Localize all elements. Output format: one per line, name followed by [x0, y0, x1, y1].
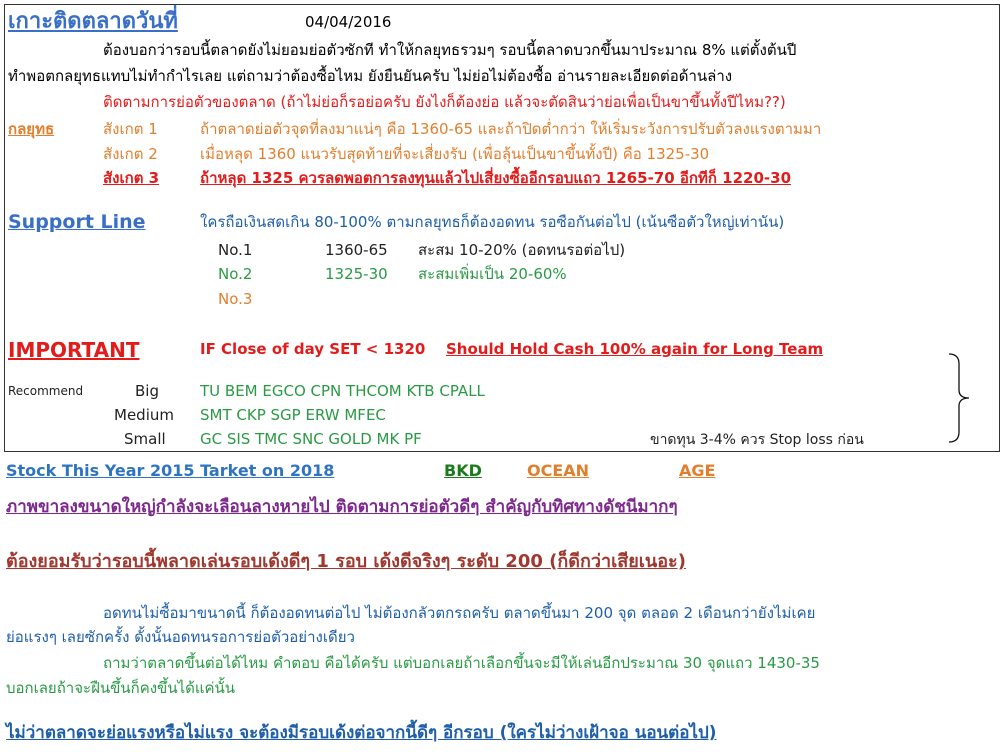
follow-note: ติดตามการย่อตัวของตลาด (ถ้าไม่ย่อก็รอย่อครับ ยังไงก็ต้องย่อ แล้วจะตัดสินว่าย่อเพื่อเป็นขาขึ้นทั้งปีไหม??)	[103, 93, 786, 111]
recommend-size-big: Big	[135, 382, 159, 400]
support-no-2: No.2	[218, 265, 253, 283]
paragraph-2-line-1: ถามว่าตลาดขึ้นต่อได้ไหม คำตอบ คือได้ครับ แต่บอกเลยถ้าเลือกขึ้นจะมีให้เล่นอีกประมาณ 30 จุดแถว 1430-35	[103, 654, 820, 672]
support-action-2: สะสมเพิ่มเป็น 20-60%	[418, 265, 567, 283]
support-note: ใครถือเงินสดเกิน 80-100% ตามกลยุทธก็ต้องอดทน รอซือกันต่อไป (เน้นซือตัวใหญ่เท่านัน)	[200, 213, 785, 231]
intro-line-1: ต้องบอกว่ารอบนี้ตลาดยังไม่ยอมย่อตัวซักที ทำให้กลยุทธรวมๆ รอบนี้ตลาดบวกขึ้นมาประมาณ 8% แต่ตั้งต้นปี	[103, 41, 797, 59]
strategy-text-3: ถ้าหลุด 1325 ควรลดพอตการลงทุนแล้วไปเสี่ยงซื้ออีกรอบแถว 1265-70 อีกทีก็ 1220-30	[200, 169, 792, 187]
stock-year-label: Stock This Year 2015 Tarket on 2018	[6, 461, 335, 480]
footer-note: ไม่ว่าตลาดจะย่อแรงหรือไม่แรง จะต้องมีรอบเด้งต่อจากนี้ดีๆ อีกรอบ (ใครไม่ว่างเฝ้าจอ นอนต่อไป)	[6, 723, 717, 743]
paragraph-1-line-1: อดทนไม่ซื้อมาขนาดนี้ ก็ต้องอดทนต่อไป ไม่ต้องกลัวตกรถครับ ตลาดขึ้นมา 200 จุด ตลอด 2 เดือนกว่ายังไม่เคย	[103, 604, 816, 622]
strategy-text-1: ถ้าตลาดย่อตัวจุดที่ลงมาแน่ๆ คือ 1360-65 และถ้าปิดต่ำกว่า ให้เริ่มระวังการปรับตัวลงแรงตามมา	[200, 120, 822, 138]
recommend-label: Recommend	[8, 384, 84, 398]
support-level-2: 1325-30	[325, 265, 388, 283]
stop-loss-note: ขาดทุน 3-4% ควร Stop loss ก่อน	[650, 432, 864, 448]
page-title: เกาะติดตลาดวันที่	[8, 9, 178, 34]
recommend-size-medium: Medium	[114, 406, 174, 424]
recommend-stocks-medium: SMT CKP SGP ERW MFEC	[200, 406, 386, 424]
report-date: 04/04/2016	[305, 13, 392, 31]
support-no-1: No.1	[218, 241, 253, 259]
paragraph-1-line-2: ย่อแรงๆ เลยซักครั้ง ดั้งนั้นอดทนรอการย่อตัวอย่างเดียว	[6, 628, 355, 646]
recommend-stocks-small: GC SIS TMC SNC GOLD MK PF	[200, 430, 422, 448]
headline-1: ภาพขาลงขนาดใหญ่กำลังจะเลือนลางหายไป ติดตามการย่อตัวดีๆ สำคัญกับทิศทางดัชนีมากๆ	[6, 497, 678, 517]
strategy-tag-2: สังเกต 2	[103, 145, 158, 163]
headline-2: ต้องยอมรับว่ารอบนี้พลาดเล่นรอบเด้งดีๆ 1 รอบ เด้งดีจริงๆ ระดับ 200 (ก็ดีกว่าเสียเนอะ)	[6, 551, 686, 572]
important-action: Should Hold Cash 100% again for Long Team	[446, 340, 824, 358]
support-no-3: No.3	[218, 290, 253, 308]
support-action-1: สะสม 10-20% (อดทนรอต่อไป)	[418, 241, 626, 259]
pick-bkd: BKD	[444, 461, 482, 480]
right-brace-icon	[947, 352, 975, 444]
strategy-label: กลยุทธ	[8, 120, 55, 138]
pick-age: AGE	[679, 461, 716, 480]
recommend-stocks-big: TU BEM EGCO CPN THCOM KTB CPALL	[200, 382, 485, 400]
important-label: IMPORTANT	[8, 338, 140, 362]
strategy-tag-1: สังเกต 1	[103, 120, 158, 138]
paragraph-2-line-2: บอกเลยถ้าจะฝืนขึ้นก็คงขึ้นได้แค่นั้น	[6, 679, 236, 697]
important-condition: IF Close of day SET < 1320	[200, 340, 426, 358]
strategy-text-2: เมื่อหลุด 1360 แนวรับสุดท้ายที่จะเสี่ยงรับ (เพื่อลุ้นเป็นขาขึ้นทั้งปี) คือ 1325-30	[200, 145, 710, 163]
support-line-label: Support Line	[8, 211, 146, 233]
intro-line-2: ทำพอตกลยุทธแทบไม่ทำกำไรเลย แต่ถามว่าต้องซื้อไหม ยังยืนยันครับ ไม่ย่อไม่ต้องซื้อ อ่านรายละเอียดต่อด้านล่าง	[8, 67, 733, 85]
pick-ocean: OCEAN	[527, 461, 590, 480]
support-level-1: 1360-65	[325, 241, 388, 259]
recommend-size-small: Small	[124, 430, 166, 448]
strategy-tag-3: สังเกต 3	[103, 169, 160, 187]
